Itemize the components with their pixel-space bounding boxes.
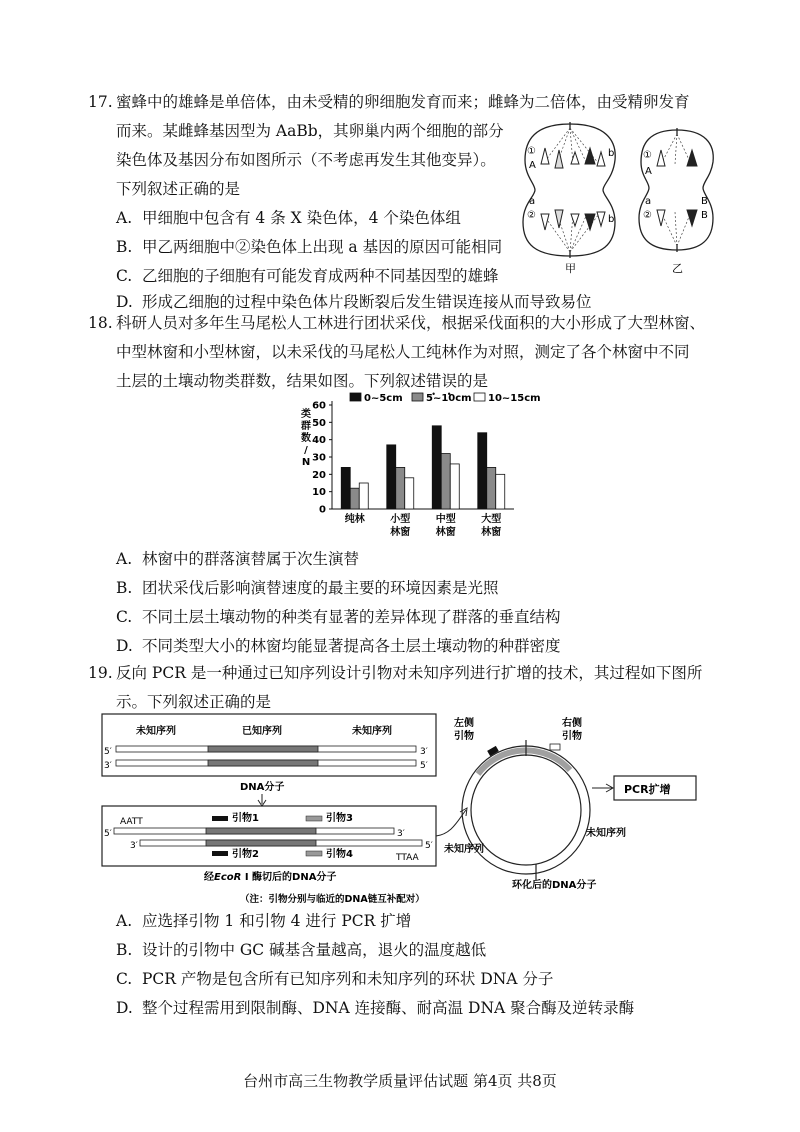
x-tick-label: 纯林 [344,514,365,525]
q17-line3: 染色体及基因分布如图所示（不考虑再发生其他变异）。 [116,151,496,169]
q17-number: 17. [88,93,113,111]
top-unknown-right: 未知序列 [352,726,392,737]
cell-jia-mark2: ② [527,210,536,221]
sticky-end-ttaa: TTAA [396,853,419,863]
ylabel-char: 数 [301,433,311,444]
circle-unknown-right: 未知序列 [586,828,626,839]
legend-label-5-10cm: 5~10cm [426,393,472,404]
bar-10~15cm-中型 [450,464,459,509]
q18-line1: 18. 科研人员对多年生马尾松人工林进行团状采伐，根据采伐面积的大小形成了大型林窗、 [88,309,705,338]
bar-0~5cm-小型 [387,445,396,509]
right-primer-label-l2: 引物 [562,731,582,742]
x-tick-label: 中型 [435,514,456,525]
chart-ylabel-vertical [301,407,311,468]
ylabel-char: 群 [301,421,311,432]
primer4-mark [306,851,322,856]
q19-number: 19. [88,664,113,682]
left-primer-label-l2: 引物 [454,731,474,742]
legend-label-0-5cm: 0~5cm [364,393,403,404]
primer2-mark [212,851,228,856]
circular-dna-caption: 环化后的DNA分子 [512,880,597,891]
y-tick-label: 40 [312,435,326,447]
dna-molecule-panel [102,714,436,776]
primer3-mark [306,816,322,821]
bot-3prime-2: 3′ [130,841,138,851]
right-primer-mark [550,744,560,750]
diagram-note: （注：引物分别与临近的DNA链互补配对） [240,894,425,905]
q17-option-a: A. 甲细胞中包含有 4 条 X 染色体，4 个染色体组 [116,209,461,227]
q17-option-d: D. 形成乙细胞的过程中染色体片段断裂后发生错误连接从而导致易位 [116,293,592,311]
ylabel-char: 类 [301,409,311,420]
q18-option-b: B. 团状采伐后影响演替速度的最主要的环境因素是光照 [116,579,499,597]
bot-5prime-2: 5′ [425,841,433,851]
q17-line2: 而来。某雌蜂基因型为 AaBb，其卵巢内两个细胞的部分 [116,122,504,140]
q18-option-c: C. 不同土层土壤动物的种类有显著的差异体现了群落的垂直结构 [116,608,561,626]
legend-label-10-15cm: 10~15cm [488,393,541,404]
q18-emphasis: 错误 [426,372,458,390]
y-tick-label: 30 [312,452,326,464]
bar-5~10cm-纯林 [350,488,359,509]
q19-line2: 示。下列叙述正确的是 [116,693,272,711]
q18-line3: 土层的土壤动物类群数，结果如图。下列叙述错误的是 [116,372,489,390]
q18-line2: 中型林窗和小型林窗，以未采伐的马尾松人工纯林作为对照，测定了各个林窗中不同 [116,343,690,361]
ylabel-char: N [301,457,311,468]
bar-0~5cm-中型 [432,426,441,509]
primer3-label: 引物3 [326,813,353,824]
q19-option-b: B. 设计的引物中 GC 碱基含量越高，退火的温度越低 [116,941,487,959]
top-5prime-2: 5′ [420,761,428,771]
left-primer-label-l1: 左侧 [454,718,474,729]
y-tick-label: 50 [312,417,326,429]
cell-jia-gene-a: a [529,196,536,207]
primer1-label: 引物1 [232,813,259,824]
cell-yi [639,128,713,275]
top-3prime-2: 3′ [104,761,112,771]
cell-jia-gene-b-top: b [608,148,615,159]
chart-legend [350,393,541,404]
x-tick-label: 小型 [390,514,411,525]
primer4-label: 引物4 [326,849,353,860]
ylabel-char: / [304,445,308,456]
bot-3prime-1: 3′ [397,829,405,839]
top-3prime-1: 3′ [420,747,428,757]
q17-option-c: C. 乙细胞的子细胞有可能发育成两种不同基因型的雄蜂 [116,267,499,285]
q19-pcr-diagram [100,712,710,908]
q19-option-a: A. 应选择引物 1 和引物 4 进行 PCR 扩增 [116,912,412,930]
primer1-mark [212,816,228,821]
bar-10~15cm-大型 [496,474,505,509]
q19-option-c: C. PCR 产物是包含所有已知序列和未知序列的环状 DNA 分子 [116,970,554,988]
top-known: 已知序列 [242,726,282,737]
cell-yi-gene-a: a [645,196,652,207]
dna-molecule-label: DNA分子 [240,782,285,793]
bar-0~5cm-大型 [478,433,487,509]
q17-cell-figure [515,118,730,276]
y-tick-label: 10 [312,487,326,499]
q18-option-a: A. 林窗中的群落演替属于次生演替 [116,550,360,568]
x-tick-label-line2: 林窗 [481,527,502,538]
y-tick-label: 0 [319,504,326,516]
y-tick-label: 60 [312,400,326,412]
q17-line1: 17. 蜜蜂中的雄蜂是单倍体，由未受精的卵细胞发育而来；雌蜂为二倍体，由受精卵发育 [88,88,690,117]
page-footer: 台州市高三生物教学质量评估试题 第4页 共8页 [243,1072,557,1090]
cell-jia-gene-b-bottom: b [608,214,615,225]
q18-number: 18. [88,314,113,332]
pcr-box-label: PCR扩增 [624,783,671,796]
bot-5prime-1: 5′ [104,829,112,839]
q17-option-b: B. 甲乙两细胞中②染色体上出现 a 基因的原因可能相同 [116,238,503,256]
sticky-end-aatt: AATT [120,817,143,827]
x-tick-label: 大型 [481,514,502,525]
cell-yi-label: 乙 [672,262,683,275]
x-tick-label-line2: 林窗 [390,527,411,538]
cell-yi-gene-A: A [645,166,652,177]
to-circle-arrow [436,810,466,836]
q18-option-d: D. 不同类型大小的林窗均能显著提高各土层土壤动物的种群密度 [116,637,561,655]
legend-swatch-10-15cm [474,393,485,401]
q17-line4: 下列叙述正确的是 [116,180,241,198]
cut-dna-caption: 经EcoR Ⅰ 酶切后的DNA分子 [204,872,337,883]
bar-10~15cm-纯林 [359,483,368,509]
circular-dna [462,740,590,880]
bar-10~15cm-小型 [405,478,414,509]
top-unknown-left: 未知序列 [136,726,176,737]
cell-yi-gene-B-2: B [701,210,708,221]
y-tick-label: 20 [312,469,326,481]
cell-jia-label: 甲 [565,262,576,275]
bar-5~10cm-大型 [487,467,496,509]
bar-5~10cm-中型 [441,454,450,509]
cut-dna-panel [102,806,436,866]
top-5prime-1: 5′ [104,747,112,757]
cell-jia [523,122,615,275]
cell-yi-mark1: ① [643,150,652,161]
circle-unknown-left: 未知序列 [444,844,484,855]
q19-line1: 19. 反向 PCR 是一种通过已知序列设计引物对未知序列进行扩增的技术，其过程如下图所 [88,659,702,688]
legend-swatch-0-5cm [350,393,361,401]
bar-0~5cm-纯林 [341,467,350,509]
cell-jia-gene-A: A [529,160,536,171]
chart-xlabels [345,512,502,538]
cell-yi-mark2: ② [643,210,652,221]
primer2-label: 引物2 [232,849,259,860]
x-tick-label-line2: 林窗 [435,527,456,538]
q19-option-d: D. 整个过程需用到限制酶、DNA 连接酶、耐高温 DNA 聚合酶及逆转录酶 [116,999,635,1017]
chart-bars [341,426,505,509]
right-primer-label-l1: 右侧 [562,718,582,729]
q18-bar-chart [298,385,541,543]
cell-jia-mark1: ① [527,146,536,157]
legend-swatch-5-10cm [412,393,423,401]
cell-yi-gene-B-1: B [701,196,708,207]
bar-5~10cm-小型 [396,467,405,509]
